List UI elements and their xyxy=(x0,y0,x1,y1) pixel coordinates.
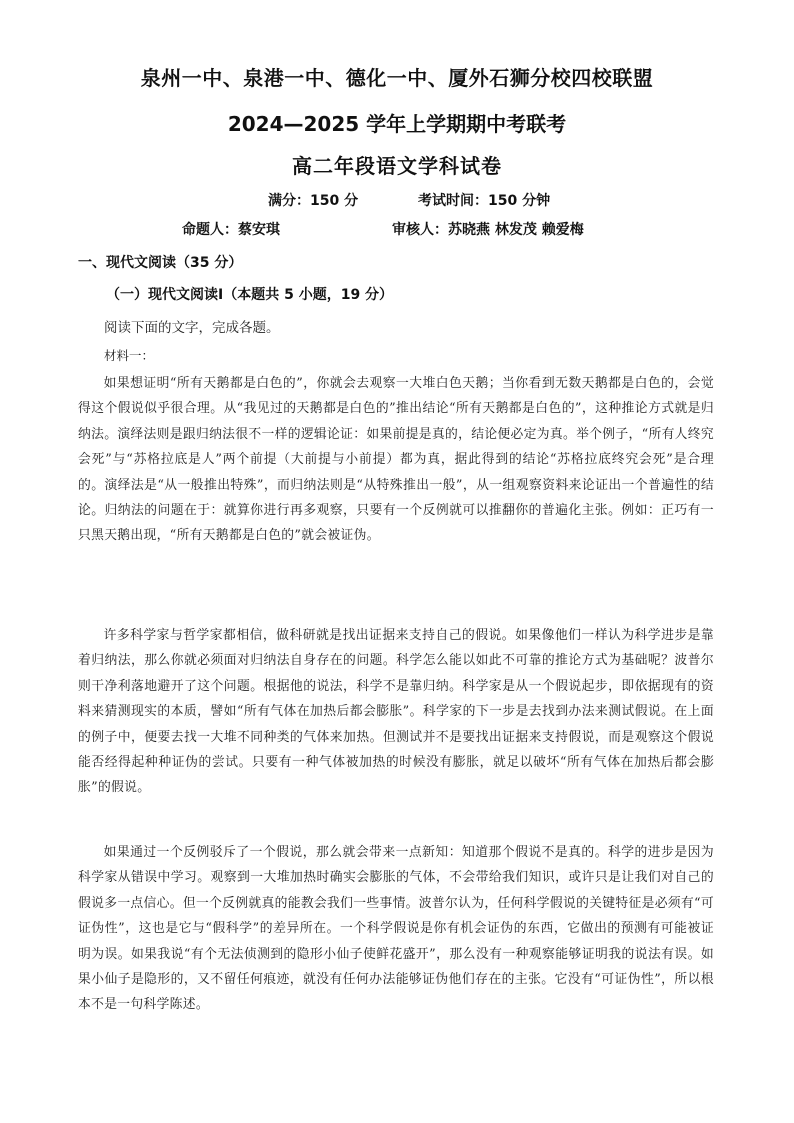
exam-title-year: 2024—2025 学年上学期期中考联考 xyxy=(227,112,567,136)
exam-reviewer: 审核人：苏晓燕 林发茂 赖爱梅 xyxy=(392,222,584,238)
section-subheading: （一）现代文阅读Ⅰ（本题共 5 小题，19 分） xyxy=(106,287,394,303)
exam-author: 命题人：蔡安琪 xyxy=(182,222,280,238)
exam-time: 考试时间：150 分钟 xyxy=(418,193,551,209)
exam-title-schools: 泉州一中、泉港一中、德化一中、厦外石狮分校四校联盟 xyxy=(140,66,654,90)
paragraph-1: 如果想证明“所有天鹅都是白色的”，你就会去观察一大堆白色天鹅；当你看到无数天鹅都是白色的，会觉得这个假说似乎很合理。从“我见过的天鹅都是白色的”推出结论“所有天鹅都是白色的”，这种推论方式就是归纳法。演绎法则是跟归纳法很不一样的逻辑论证：如果前提是真的，结论便必定为真。举个例子，“所有人终究会死”与“苏格拉底是人”两个前提（大前提与小前提）都为真，据此得到的结论“苏格拉底终究会死”是合理的。演绎法是“从一般推出特殊”，而归纳法则是“从特殊推出一般”，从一组观察资料来论证出一个普遍性的结论。归纳法的问题在于：就算你进行再多观察，只要有一个反例就可以推翻你的普遍化主张。例如：正巧有一只黑天鹅出现，“所有天鹅都是白色的”就会被证伪。 xyxy=(78,376,714,544)
reading-instruction: 阅读下面的文字，完成各题。 xyxy=(104,320,280,336)
paragraph-2: 许多科学家与哲学家都相信，做科研就是找出证据来支持自己的假说。如果像他们一样认为科学进步是靠着归纳法，那么你就必须面对归纳法自身存在的问题。科学怎么能以如此不可靠的推论方式为基础呢？波普尔则干净利落地避开了这个问题。根据他的说法，科学不是靠归纳。科学家是从一个假说起步，即依据现有的资料来猜测现实的本质，譬如“所有气体在加热后都会膨胀”。科学家的下一步是去找到办法来测试假说。在上面的例子中，便要去找一大堆不同种类的气体来加热。但测试并不是要找出证据来支持假说，而是观察这个假说能否经得起种种证伪的尝试。只要有一种气体被加热的时候没有膨胀，就足以破坏“所有气体在加热后都会膨胀”的假说。 xyxy=(78,628,714,796)
exam-score: 满分：150 分 xyxy=(268,193,359,209)
section-heading: 一、现代文阅读（35 分） xyxy=(78,255,243,271)
exam-title-subject: 高二年段语文学科试卷 xyxy=(292,154,502,178)
paragraph-3: 如果通过一个反例驳斥了一个假说，那么就会带来一点新知：知道那个假说不是真的。科学的进步是因为科学家从错误中学习。观察到一大堆加热时确实会膨胀的气体，不会带给我们知识，或许只是让我们对自己的假说多一点信心。但一个反例就真的能教会我们一些事情。波普尔认为，任何科学假说的关键特征是必须有“可证伪性”，这也是它与“假科学”的差异所在。一个科学假说是你有机会证伪的东西，它做出的预测有可能被证明为误。如果我说“有个无法侦测到的隐形小仙子使鲜花盛开”，那么没有一种观察能够证明我的说法有误。如果小仙子是隐形的，又不留任何痕迹，就没有任何办法能够证伪他们存在的主张。它没有“可证伪性”，所以根本不是一句科学陈述。 xyxy=(78,845,714,1013)
material-label: 材料一： xyxy=(104,348,155,363)
